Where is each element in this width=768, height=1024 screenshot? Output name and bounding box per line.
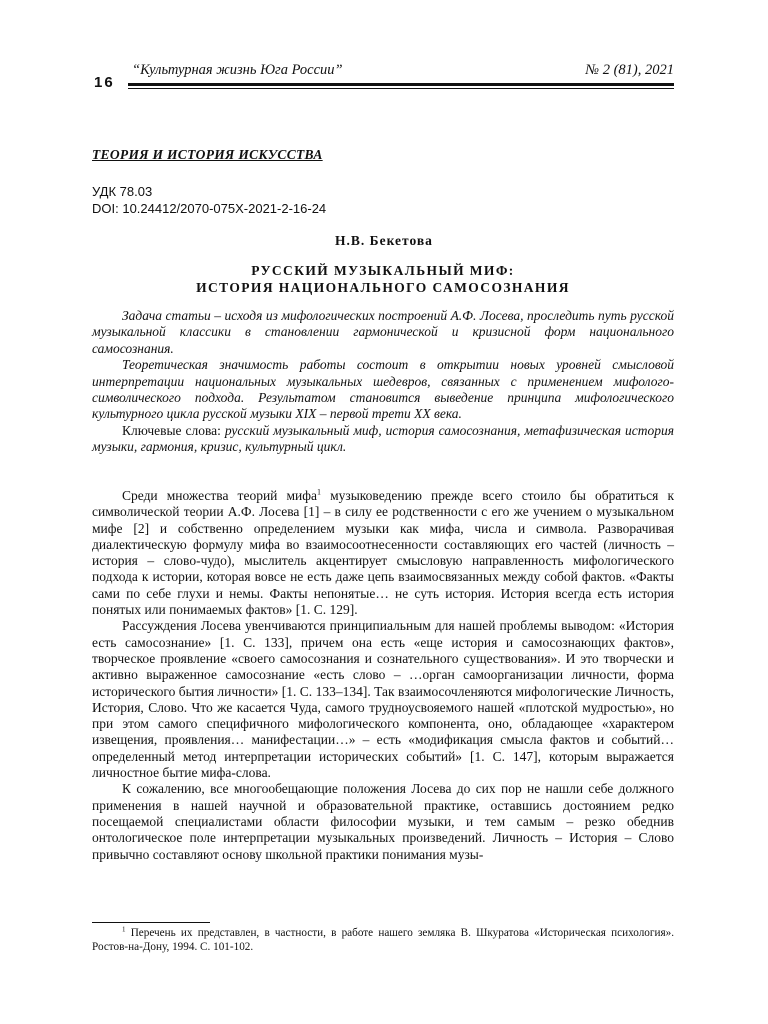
abstract xyxy=(92,308,674,456)
author-name: Н.В. Бекетова xyxy=(335,233,433,248)
issue-number: № 2 (81), 2021 xyxy=(585,62,674,78)
section-title: ТЕОРИЯ И ИСТОРИЯ ИСКУССТВА xyxy=(92,147,323,162)
footnote-text: Перечень их представлен, в частности, в работе нашего земляка В. Шкуратова «Историческая психология». Ростов-на-Дону, 1994. С. 101-102. xyxy=(92,927,674,953)
keywords-label: Ключевые слова: xyxy=(122,422,225,438)
abstract-paragraph: Задача статьи – исходя из мифологических построений А.Ф. Лосева, проследить путь русской музыкальной классики в становлении гармонической и кризисной форм национального самосознания. xyxy=(92,308,674,356)
article-body xyxy=(92,488,674,863)
keywords xyxy=(92,423,674,456)
body-paragraph xyxy=(92,488,674,618)
body-paragraph: К сожалению, все многообещающие положения Лосева до сих пор не нашли себе должного применения в нашей научной и образовательной практике, оставшись достоянием редко посещаемой специалистами области философии музыки, и тем самым – резко обеднив онтологическое поле интерпретации музыкальных произведений. Личность – История – Слово привычно составляют основу школьной практики понимания музы- xyxy=(92,781,674,862)
footnote-reference[interactable]: 1 xyxy=(317,487,321,497)
article-meta xyxy=(92,183,326,217)
header-rule-thin xyxy=(128,88,674,89)
body-paragraph: Рассуждения Лосева увенчиваются принципиальным для нашей проблемы выводом: «История есть самосознание» [1. С. 133], причем она есть «еще история и самосознающих фактов», творческое проявление «своего самосознания и сознательного существования». И это творчески и активно выраженное самосознание «есть слово – …орган самоорганизации личности, форма исторического бытия личности» [1. С. 133–134]. Так взаимосочленяются мифологические Личность, История, Слово. Что же касается Чуда, самого трудноусвояемого нашей «плотской мудростью», но при этом самого специфичного мифологического компонента, оно, обладающее «характером извещения, проявления… манифестации…» – есть «модификация смысла фактов и событий… определенный метод интерпретации исторических событий» [1. С. 147], которым выражается личностное бытие мифа-слова. xyxy=(92,618,674,781)
udc-code: УДК 78.03 xyxy=(92,184,153,199)
footnote-marker: 1 xyxy=(122,925,126,934)
journal-title: “Культурная жизнь Юга России” xyxy=(132,62,343,78)
keywords-text: русский музыкальный миф, история самосознания, метафизическая история музыки, гармония, кризис, культурный цикл. xyxy=(92,422,674,455)
article-title xyxy=(92,262,674,296)
body-paragraph-rest: музыковедению прежде всего стоило бы обратиться к символической теории А.Ф. Лосева [1] – в силу ее родственности с его же учением о музыкальном мифе [2] и собственно определением музыки как мифа, числа и символа. Разворачивая диалектическую формулу мифа во взаимосоотнесенности составляющих его частей (личность – история – слово-чудо), мыслитель акцентирует смысловую направленность мифологического подхода к истории, которая вовсе не есть даже цепь взаимосвязанных между собой фактов. «Факты сами по себе глухи и немы. Факты непонятые… не суть история. История всегда есть история понятых или понимаемых фактов» [1. С. 129]. xyxy=(92,488,674,618)
doi: DOI: 10.24412/2070-075X-2021-2-16-24 xyxy=(92,201,327,216)
body-paragraph-start: Среди множества теорий мифа xyxy=(122,488,317,503)
article-title-line-1: РУССКИЙ МУЗЫКАЛЬНЫЙ МИФ: xyxy=(251,263,515,278)
article-title-line-2: ИСТОРИЯ НАЦИОНАЛЬНОГО САМОСОЗНАНИЯ xyxy=(196,280,570,295)
abstract-paragraph: Теоретическая значимость работы состоит в открытии новых уровней смысловой интерпретации национальных музыкальных шедевров, связанных с применением мифолого-символического подхода. Результатом становится выведение принципа мифологического культурного цикла русской музыки XIX – первой трети XX века. xyxy=(92,357,674,422)
header-rule-thick xyxy=(128,83,674,86)
footnote-separator xyxy=(92,922,210,923)
footnote xyxy=(92,926,674,954)
page-number: 16 xyxy=(94,74,115,91)
